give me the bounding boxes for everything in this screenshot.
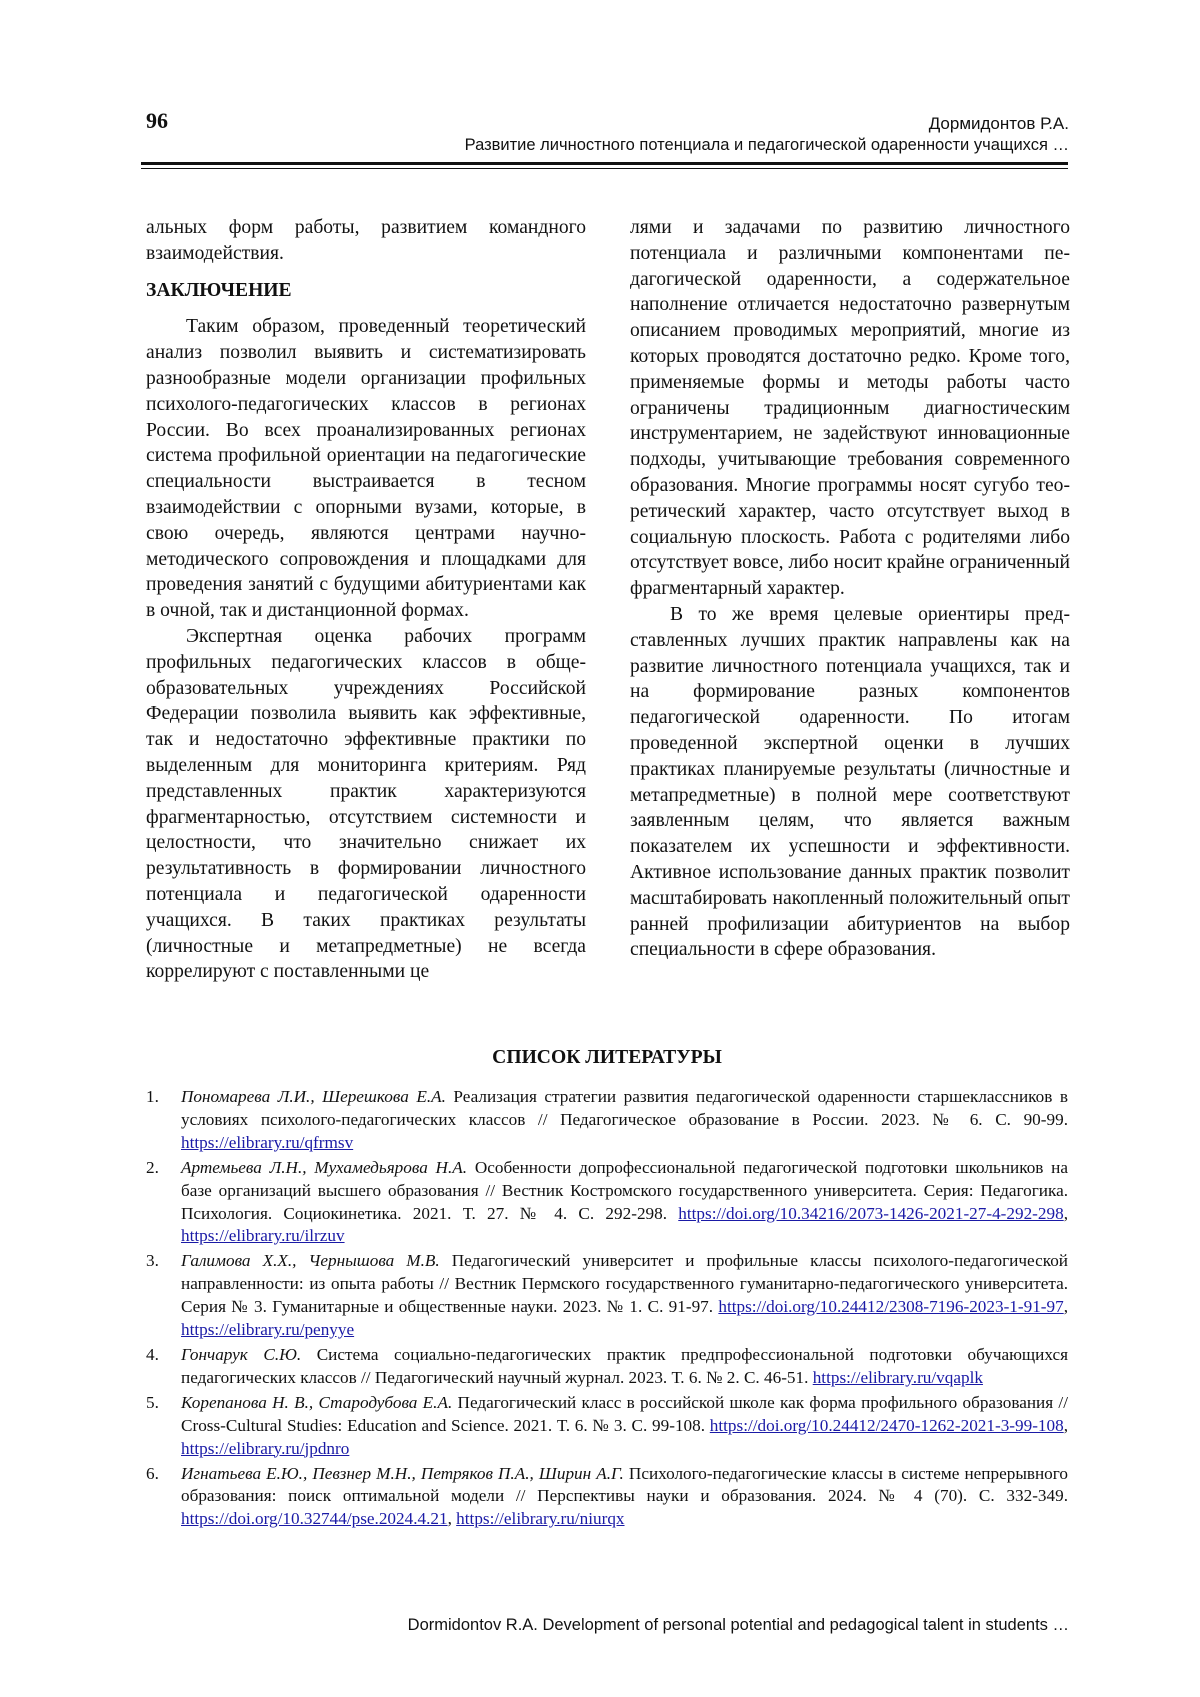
running-header-author: Дормидонтов Р.А. xyxy=(928,114,1069,133)
reference-item xyxy=(146,1250,1068,1342)
paragraph-continuation: лями и задачами по развитию личностного потенциала и различными компонентами педагогической одаренности, а содержательное наполнение отличается недостаточно развернутым описанием проводимых мероприятий, многие из которых проводятся достаточно редко. Кроме того, применяемые формы и методы работы часто ограничены традиционным диагностическим инструментарием, не задействуют инновационные подходы, учитывающие требования современного образования. Многие программы носят сугубо теоретический характер, часто отсутствует выход в социальную плоскость. Работа с родителями либо отсутствует вовсе, либо носит крайне ограниченный фрагментарный характер. xyxy=(630,217,1070,600)
reference-text: Система социально-педагогических практик предпрофессиональной подготовки обучающихся педагогических классов // Педагогический научный журнал. 2023. Т. 6. № 2. С. 46-51. xyxy=(181,1344,1068,1387)
reference-text: Педагогический класс в российской школе как форма профильного образования // Cross-Cultural Studies: Education and Science. 2021. Т. 6. № 3. С. 99-108. xyxy=(181,1392,1068,1435)
reference-doi-link[interactable]: https://doi.org/10.24412/2470-1262-2021-3-99-108 xyxy=(709,1415,1064,1435)
reference-number: 2. xyxy=(146,1157,159,1177)
reference-authors: Корепанова Н. В., Стародубова Е.А. xyxy=(181,1392,453,1412)
reference-item xyxy=(146,1463,1068,1532)
reference-authors: Артемьева Л.Н., Мухамедьярова Н.А. xyxy=(181,1157,468,1177)
left-column xyxy=(146,215,586,985)
reference-number: 3. xyxy=(146,1251,159,1271)
reference-link[interactable]: https://elibrary.ru/niurqx xyxy=(456,1509,625,1529)
reference-doi-link[interactable]: https://doi.org/10.24412/2308-7196-2023-1-91-97 xyxy=(718,1297,1064,1317)
reference-separator: , xyxy=(1063,1415,1068,1435)
header-rule-thin xyxy=(141,168,1068,169)
reference-item xyxy=(146,1086,1068,1155)
reference-separator: , xyxy=(447,1509,457,1529)
running-header-title: Развитие личностного потенциала и педагогической одаренности учащихся … xyxy=(464,136,1069,154)
reference-separator: , xyxy=(1063,1203,1068,1223)
reference-link[interactable]: https://elibrary.ru/jpdnro xyxy=(181,1438,350,1458)
paragraph-continuation: альных форм работы, развитием командного взаимодействия. xyxy=(146,217,586,264)
running-footer: Dormidontov R.A. Development of personal potential and pedagogical talent in students … xyxy=(407,1616,1069,1634)
reference-text: Особенности допрофессиональной педагогической подготовки школьников на базе организаций высшего образования // Вестник Костромского государственного университета. Серия: Педагогика. Психология. Социокинетика. 2021. Т. 27. № 4. С. 292-298. xyxy=(181,1157,1068,1223)
reference-item xyxy=(146,1344,1068,1390)
reference-number: 4. xyxy=(146,1344,159,1364)
reference-authors: Пономарева Л.И., Шерешкова Е.А. xyxy=(181,1087,446,1106)
reference-number: 6. xyxy=(146,1463,159,1483)
reference-text: Реализация стратегии развития педагогической одаренности старшеклассников в условиях психолого-педагогических классов // Педагогическое образование в России. 2023. № 6. С. 90-99. xyxy=(181,1087,1068,1129)
reference-authors: Игнатьева Е.Ю., Певзнер М.Н., Петряков П.А., Ширин А.Г. xyxy=(181,1463,624,1483)
reference-doi-link[interactable]: https://doi.org/10.32744/pse.2024.4.21 xyxy=(181,1509,448,1529)
reference-number: 1. xyxy=(146,1087,159,1106)
header-rule-thick xyxy=(141,162,1068,165)
references-heading: СПИСОК ЛИТЕРАТУРЫ xyxy=(492,1047,722,1068)
paragraph: В то же время целевые ориентиры представленных лучших практик направлены как на развитие личностного потенциала учащихся, так и на формирование разных компонентов педагогической одаренности. По итогам проведенной экспертной оценки в лучших практиках планируемые результаты (личностные и метапредметные) в полной мере соответствуют заявленным целям, что является важным показателем их успешности и эффективности. Активное использование данных практик позволит масштабировать накопленный положительный опыт ранней профилизации абитуриентов на выбор специальности в сфере образования. xyxy=(630,603,1070,961)
reference-text: Педагогический университет и профильные классы психолого-педагогической направленности: из опыта работы // Вестник Пермского государственного гуманитарно-педагогического университета. Серия № 3. Гуманитарные и общественные науки. 2023. № 1. С. 91-97. xyxy=(181,1251,1068,1317)
reference-authors: Гончарук С.Ю. xyxy=(181,1344,302,1364)
page-number: 96 xyxy=(146,108,168,133)
reference-text: Психолого-педагогические классы в системе непрерывного образования: поиск оптимальной модели // Перспективы науки и образования. 2024. № 4 (70). С. 332-349. xyxy=(181,1463,1068,1506)
reference-item xyxy=(146,1392,1068,1461)
reference-link[interactable]: https://elibrary.ru/penyye xyxy=(181,1320,355,1340)
paragraph: Экспертная оценка рабочих программ профильных педагогических классов в общеобразовательных учреждениях Российской Федерации позволила выявить как эффективные, так и недостаточно эффективные практики по выделенным для мониторинга критериям. Ряд представленных практик характеризуются фрагментарностью, отсутствием системности и целостности, что значительно снижает их результативность в формировании личностного потенциала и педагогической одаренности учащихся. В таких практиках результаты (личностные и метапредметные) не всегда коррелируют с поставленными це xyxy=(146,625,586,983)
reference-link[interactable]: https://elibrary.ru/ilrzuv xyxy=(181,1226,345,1246)
paragraph: Таким образом, проведенный теоретический анализ позволил выявить и систематизировать разнообразные модели организации профильных психолого-педагогических классов в регионах России. Во всех проанализированных регионах система профильной ориентации на педагогические специальности выстраивается в тесном взаимодействии с опорными вузами, которые, в свою очередь, являются центрами научно-методического сопровождения и площадками для проведения занятий с будущими абитуриентами как в очной, так и дистанционной формах. xyxy=(146,316,586,622)
reference-link[interactable]: https://elibrary.ru/vqaplk xyxy=(812,1367,983,1387)
reference-doi-link[interactable]: https://doi.org/10.34216/2073-1426-2021-27-4-292-298 xyxy=(678,1203,1064,1223)
reference-number: 5. xyxy=(146,1392,159,1412)
section-heading-conclusion: ЗАКЛЮЧЕНИЕ xyxy=(146,279,292,301)
reference-separator: , xyxy=(1063,1297,1068,1317)
reference-authors: Галимова Х.Х., Чернышова М.В. xyxy=(181,1251,440,1271)
references-list xyxy=(146,1086,1068,1533)
reference-item xyxy=(146,1157,1068,1249)
reference-link[interactable]: https://elibrary.ru/qfrmsv xyxy=(181,1132,354,1152)
right-column xyxy=(630,215,1070,963)
